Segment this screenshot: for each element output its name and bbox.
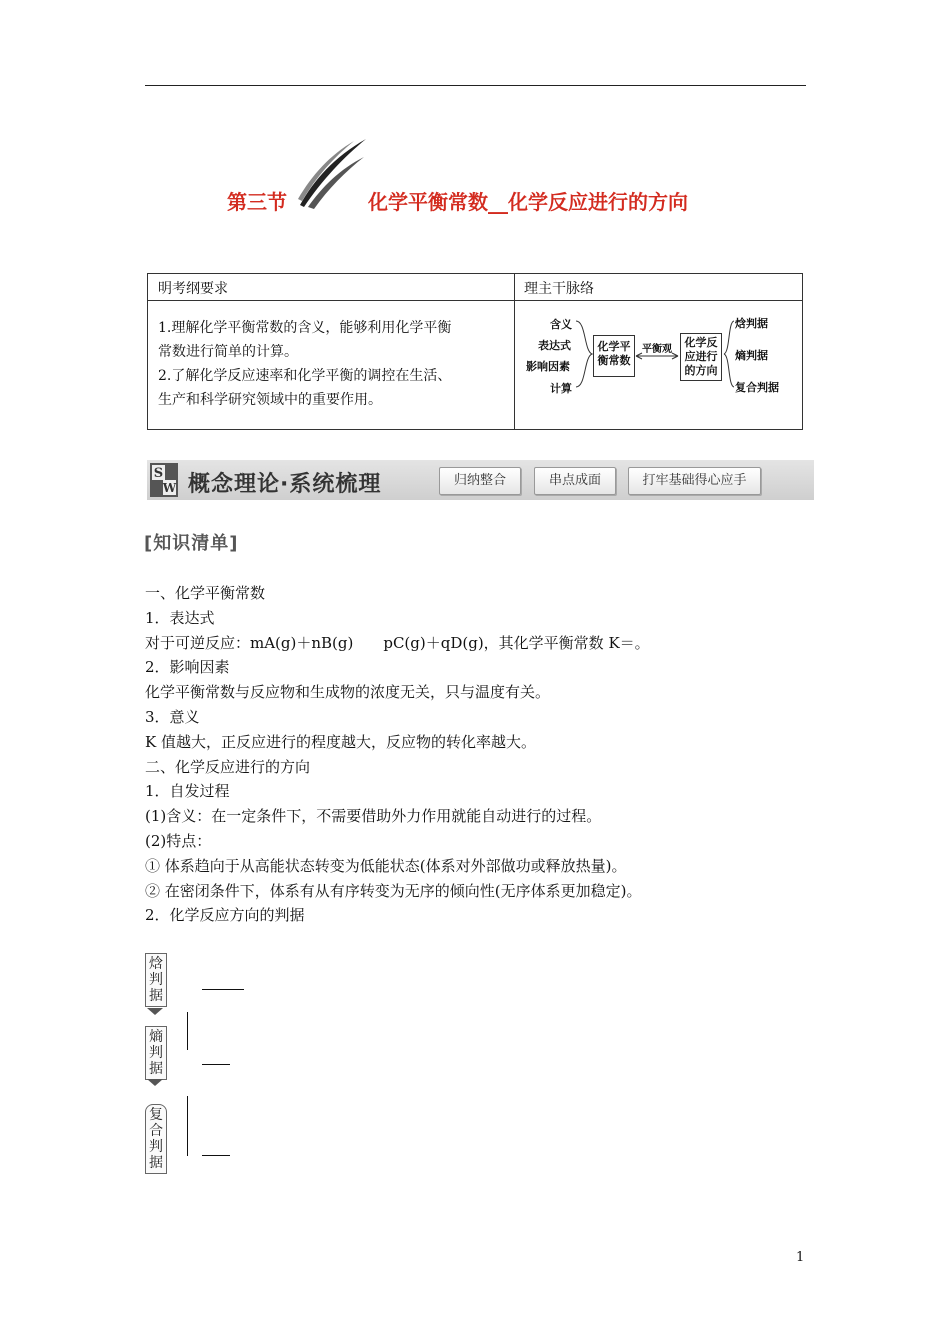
content-line: (1)含义：在一定条件下，不需要借助外力作用就能自动进行的过程。 (145, 807, 602, 826)
content-line: 1．表达式 (145, 608, 215, 627)
content-line: 化学平衡常数与反应物和生成物的浓度无关，只与温度有关。 (145, 683, 551, 702)
requirements-list (158, 316, 508, 412)
content-line: 2．化学反应方向的判据 (145, 906, 305, 925)
content-line: 二、化学反应进行的方向 (145, 757, 311, 776)
arrow-down-icon (147, 1079, 163, 1086)
list-item: 常数进行简单的计算。 (158, 344, 298, 360)
entropy-criterion-tag: 熵判据 (145, 1026, 167, 1080)
knowledge-list-tag: [知识清单] (144, 533, 239, 554)
diagram-right-item: 焓判据 (735, 317, 768, 330)
content-line: ② 在密闭条件下，体系有从有序转变为无序的倾向性(无序体系更加稳定)。 (145, 881, 642, 900)
arrow-down-icon (147, 1008, 163, 1015)
diagram-link-label: 平衡观 (642, 344, 672, 355)
header-rule (145, 85, 806, 86)
diagram-left-item: 含义 (550, 318, 572, 331)
diagram-box-equilibrium-constant: 化学平 衡常数 (593, 335, 635, 377)
diagram-left-item: 计算 (550, 382, 572, 395)
list-item: 生产和科学研究领域中的重要作用。 (158, 392, 382, 408)
swoosh-icon (294, 135, 370, 211)
combined-criterion-tag: 复合判据 (145, 1104, 167, 1174)
answer-blank (202, 989, 244, 990)
consolidate-basics-button[interactable]: 打牢基础得心应手 (628, 467, 761, 495)
col-header-outline: 理主干脉络 (524, 281, 594, 297)
sw-logo-icon (149, 462, 179, 498)
brace-bar (187, 1096, 188, 1156)
svg-text:W: W (162, 481, 177, 495)
list-item: 2.了解化学反应速率和化学平衡的调控在生活、 (158, 368, 452, 384)
answer-blank (202, 1155, 230, 1156)
double-arrow-icon (634, 352, 680, 360)
content-line: 2．影响因素 (145, 658, 230, 677)
content-line: 1．自发过程 (145, 782, 230, 801)
content-line: 一、化学平衡常数 (145, 584, 266, 602)
enthalpy-criterion-tag: 焓判据 (145, 953, 167, 1007)
requirements-table (147, 273, 803, 430)
content-line: ① 体系趋向于从高能状态转变为低能状态(体系对外部做功或释放热量)。 (145, 856, 627, 875)
diagram-right-item: 复合判据 (735, 381, 779, 394)
brace-bar (187, 1012, 188, 1050)
page-title: 化学平衡常数__化学反应进行的方向 (368, 190, 688, 214)
content-line: 3．意义 (145, 707, 200, 726)
content-line: (2)特点： (145, 831, 212, 850)
content-line: 对于可逆反应：mA(g)＋nB(g) pC(g)＋qD(g)，其化学平衡常数 K＝。 (145, 633, 650, 652)
banner-title: 概念理论·系统梳理 (188, 472, 382, 497)
diagram-left-item: 表达式 (538, 339, 571, 352)
section-label: 第三节 (227, 190, 287, 214)
svg-text:S: S (153, 466, 164, 481)
connect-points-button[interactable]: 串点成面 (534, 467, 616, 495)
answer-blank (202, 1064, 230, 1065)
content-body (145, 581, 805, 928)
brace-icon (722, 318, 736, 390)
diagram-left-item: 影响因素 (526, 360, 570, 373)
content-line: K 值越大，正反应进行的程度越大，反应物的转化率越大。 (145, 732, 536, 751)
diagram-box-reaction-direction: 化学反 应进行 的方向 (680, 333, 722, 381)
summarize-button[interactable]: 归纳整合 (439, 467, 521, 495)
diagram-right-item: 熵判据 (735, 349, 768, 362)
col-header-requirements: 明考纲要求 (158, 281, 228, 297)
page-number: 1 (796, 1250, 805, 1265)
list-item: 1.理解化学平衡常数的含义，能够利用化学平衡 (158, 320, 452, 336)
